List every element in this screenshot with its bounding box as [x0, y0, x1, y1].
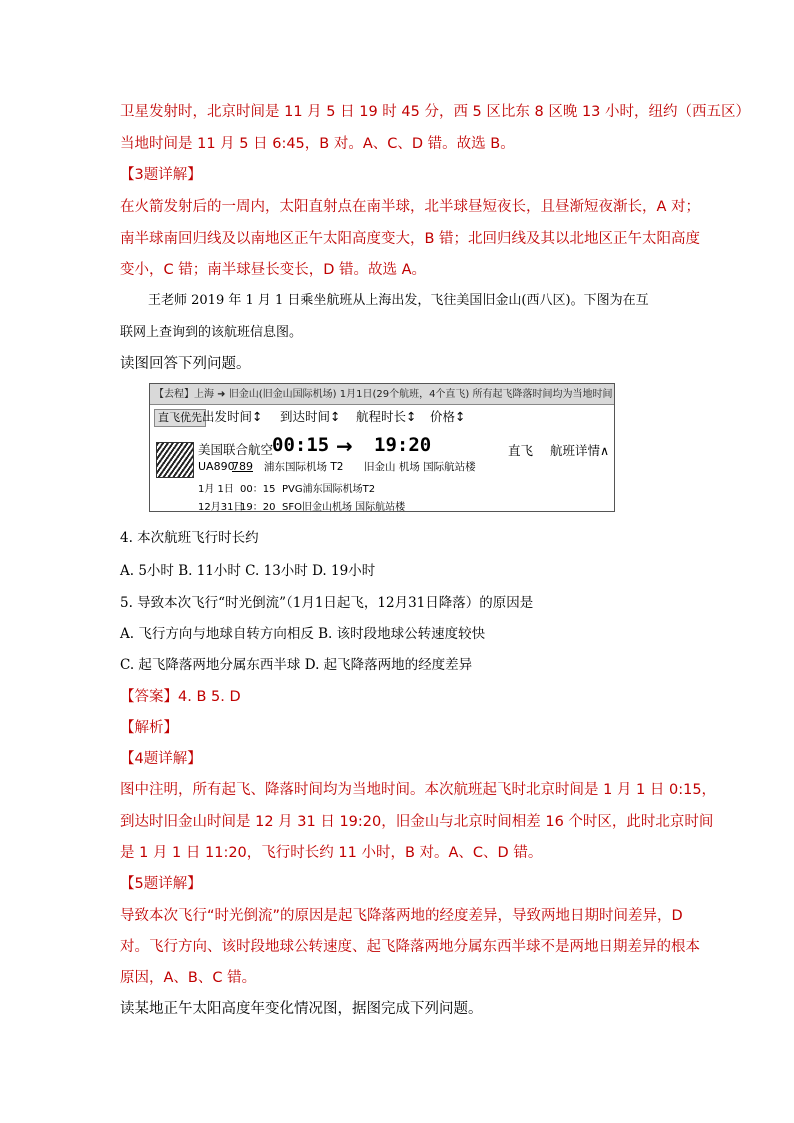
- flight-type: 直飞: [508, 443, 534, 458]
- section-heading-q4: 【4题详解】: [120, 751, 202, 767]
- flight-details-link[interactable]: 航班详情∧: [550, 443, 610, 458]
- q4-explanation-line: 图中注明，所有起飞、降落时间均为当地时间。本次航班起飞时北京时间是 1 月 1 日 0:15，: [120, 782, 717, 798]
- next-instruction-line: 读某地正午太阳高度年变化情况图，据图完成下列问题。: [120, 1001, 483, 1017]
- airline-logo-icon: [156, 442, 194, 478]
- question-4-options: A. 5小时 B. 11小时 C. 13小时 D. 19小时: [120, 563, 376, 579]
- arrive-airport: 旧金山 机场 国际航站楼: [364, 461, 476, 473]
- airline-name: 美国联合航空: [198, 442, 274, 457]
- q5-explanation-line: 原因，A、B、C 错。: [120, 970, 257, 986]
- section-heading-q5: 【5题详解】: [120, 876, 202, 892]
- q4-explanation-line: 是 1 月 1 日 11:20，飞行时长约 11 小时，B 对。A、C、D 错。: [120, 845, 543, 861]
- depart-airport: 浦东国际机场 T2: [264, 461, 344, 473]
- q4-explanation-line: 到达时旧金山时间是 12 月 31 日 19:20，旧金山与北京时间相差 16 个时区，此时北京时间: [120, 814, 714, 830]
- segment-time: 00：15: [240, 484, 276, 495]
- intro-line: 联网上查询到的该航班信息图。: [120, 325, 303, 340]
- segment-date: 1月 1日: [198, 484, 234, 495]
- segment-place: PVG浦东国际机场T2: [282, 484, 376, 495]
- flight-number: UA890: [198, 460, 235, 473]
- sort-depart-time: 出发时间↕: [202, 409, 263, 424]
- direct-first-badge: 直飞优先: [154, 409, 206, 427]
- paragraph-line: 当地时间是 11 月 5 日 6:45，B 对。A、C、D 错。故选 B。: [120, 136, 515, 152]
- flight-info-figure: [149, 383, 615, 512]
- analysis-heading: 【解析】: [120, 720, 178, 736]
- paragraph-line: 南半球南回归线及以南地区正午太阳高度变大，B 错；北回归线及其以北地区正午太阳高度: [120, 231, 701, 247]
- paragraph-line: 变小，C 错；南半球昼长变长，D 错。故选 A。: [120, 262, 427, 278]
- sort-arrive-time: 到达时间↕: [280, 409, 341, 424]
- segment-date: 12月31日: [198, 502, 244, 513]
- depart-time: 00:15: [272, 434, 330, 456]
- question-5-options-ab: A. 飞行方向与地球自转方向相反 B. 该时段地球公转速度较快: [120, 626, 486, 642]
- question-4: 4. 本次航班飞行时长约: [120, 530, 259, 546]
- sort-duration: 航程时长↕: [356, 409, 417, 424]
- segment-time: 19：20: [240, 502, 276, 513]
- intro-line: 王老师 2019 年 1 月 1 日乘坐航班从上海出发，飞往美国旧金山(西八区)。下图为在互: [148, 293, 649, 308]
- aircraft-code: 789: [232, 460, 253, 473]
- question-5-options-cd: C. 起飞降落两地分属东西半球 D. 起飞降落两地的经度差异: [120, 657, 473, 673]
- route-header: 【去程】上海 ➜ 旧金山(旧金山国际机场) 1月1日(29个航班，4个直飞) 所有起飞降落时间均为当地时间: [150, 384, 614, 405]
- instruction-line: 读图回答下列问题。: [120, 356, 251, 372]
- q5-explanation-line: 对。飞行方向、该时段地球公转速度、起飞降落两地分属东西半球不是两地日期差异的根本: [120, 939, 700, 955]
- sort-price: 价格↕: [430, 409, 466, 424]
- paragraph-line: 在火箭发射后的一周内，太阳直射点在南半球，北半球昼短夜长，且昼渐短夜渐长，A 对；: [120, 199, 701, 215]
- paragraph-line: 卫星发射时，北京时间是 11 月 5 日 19 时 45 分，西 5 区比东 8 区晚 13 小时，纽约（西五区）: [120, 104, 751, 120]
- segment-place: SFO旧金山机场 国际航站楼: [282, 502, 406, 513]
- section-heading-q3: 【3题详解】: [120, 167, 202, 183]
- arrive-time: 19:20: [374, 434, 432, 456]
- answer-line: 【答案】4. B 5. D: [120, 689, 241, 705]
- question-5: 5. 导致本次飞行“时光倒流”（1月1日起飞，12月31日降落）的原因是: [120, 595, 534, 611]
- sort-bar: [150, 406, 614, 428]
- arrow-icon: →: [336, 434, 353, 458]
- q5-explanation-line: 导致本次飞行“时光倒流”的原因是起飞降落两地的经度差异，导致两地日期时间差异，D: [120, 908, 683, 924]
